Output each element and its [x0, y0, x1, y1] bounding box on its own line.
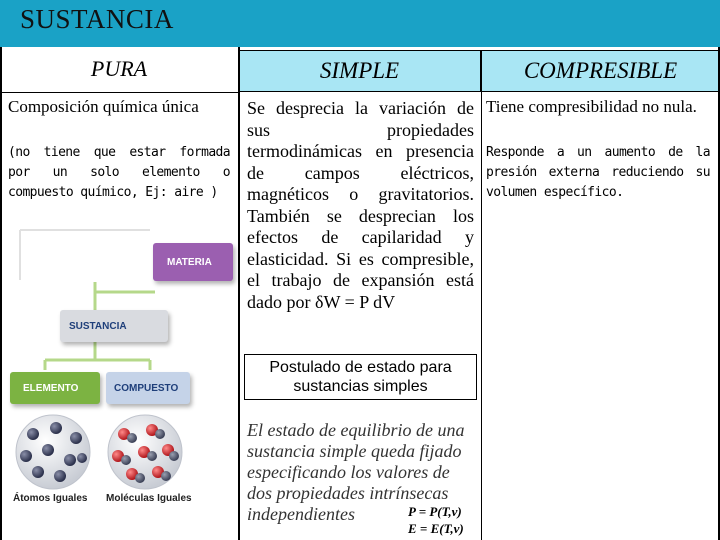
column-header-compresible: COMPRESIBLE [481, 50, 720, 92]
simple-description: Se desprecia la variación de sus propiedades termodinámicas en presencia de campos eléctricos, magnéticos o gravitatorios. También se desprecian los efectos de capilaridad y elasticidad. Si es compresible, el trabajo de expansión está dado por δW = P dV [247, 98, 474, 312]
postulado-title: Postulado de estado para sustancias simples [269, 359, 452, 395]
column-header-simple: SIMPLE [238, 50, 481, 92]
equation-pressure: P = P(T,v) [408, 504, 462, 519]
materia-label: MATERIA [167, 256, 212, 268]
postulado-text: El estado de equilibrio de una sustancia simple queda fijado especificando los valores de dos propiedades intrínsecas independientes [247, 420, 465, 524]
column-header-pura: PURA [90, 56, 148, 81]
pura-description: (no tiene que estar formada por un solo elemento o compuesto químico, Ej: aire ) [8, 145, 230, 200]
table-border-pura-bottom [0, 92, 238, 93]
compresible-description: Responde a un aumento de la presión externa reduciendo su volumen específico. [486, 145, 710, 200]
sustancia-box [60, 310, 168, 342]
compuesto-label: COMPUESTO [114, 382, 179, 394]
sustancia-label: SUSTANCIA [69, 320, 127, 332]
compuesto-box [106, 372, 190, 404]
slide-title: SUSTANCIA [20, 4, 174, 34]
atomos-label: Átomos Iguales [13, 493, 88, 504]
postulado-box [244, 354, 477, 400]
molecules-sphere-illustration [100, 412, 190, 492]
equation-energy: E = E(T,v) [408, 521, 464, 536]
elemento-box [10, 372, 100, 404]
elemento-label: ELEMENTO [23, 382, 79, 394]
compresible-heading: Tiene compresibilidad no nula. [486, 97, 697, 116]
materia-box [153, 243, 233, 281]
pura-heading: Composición química única [8, 97, 199, 116]
atoms-sphere-illustration [8, 412, 98, 492]
table-divider-2 [481, 92, 482, 540]
moleculas-label: Moléculas Iguales [106, 493, 192, 504]
table-divider-1 [238, 47, 240, 540]
